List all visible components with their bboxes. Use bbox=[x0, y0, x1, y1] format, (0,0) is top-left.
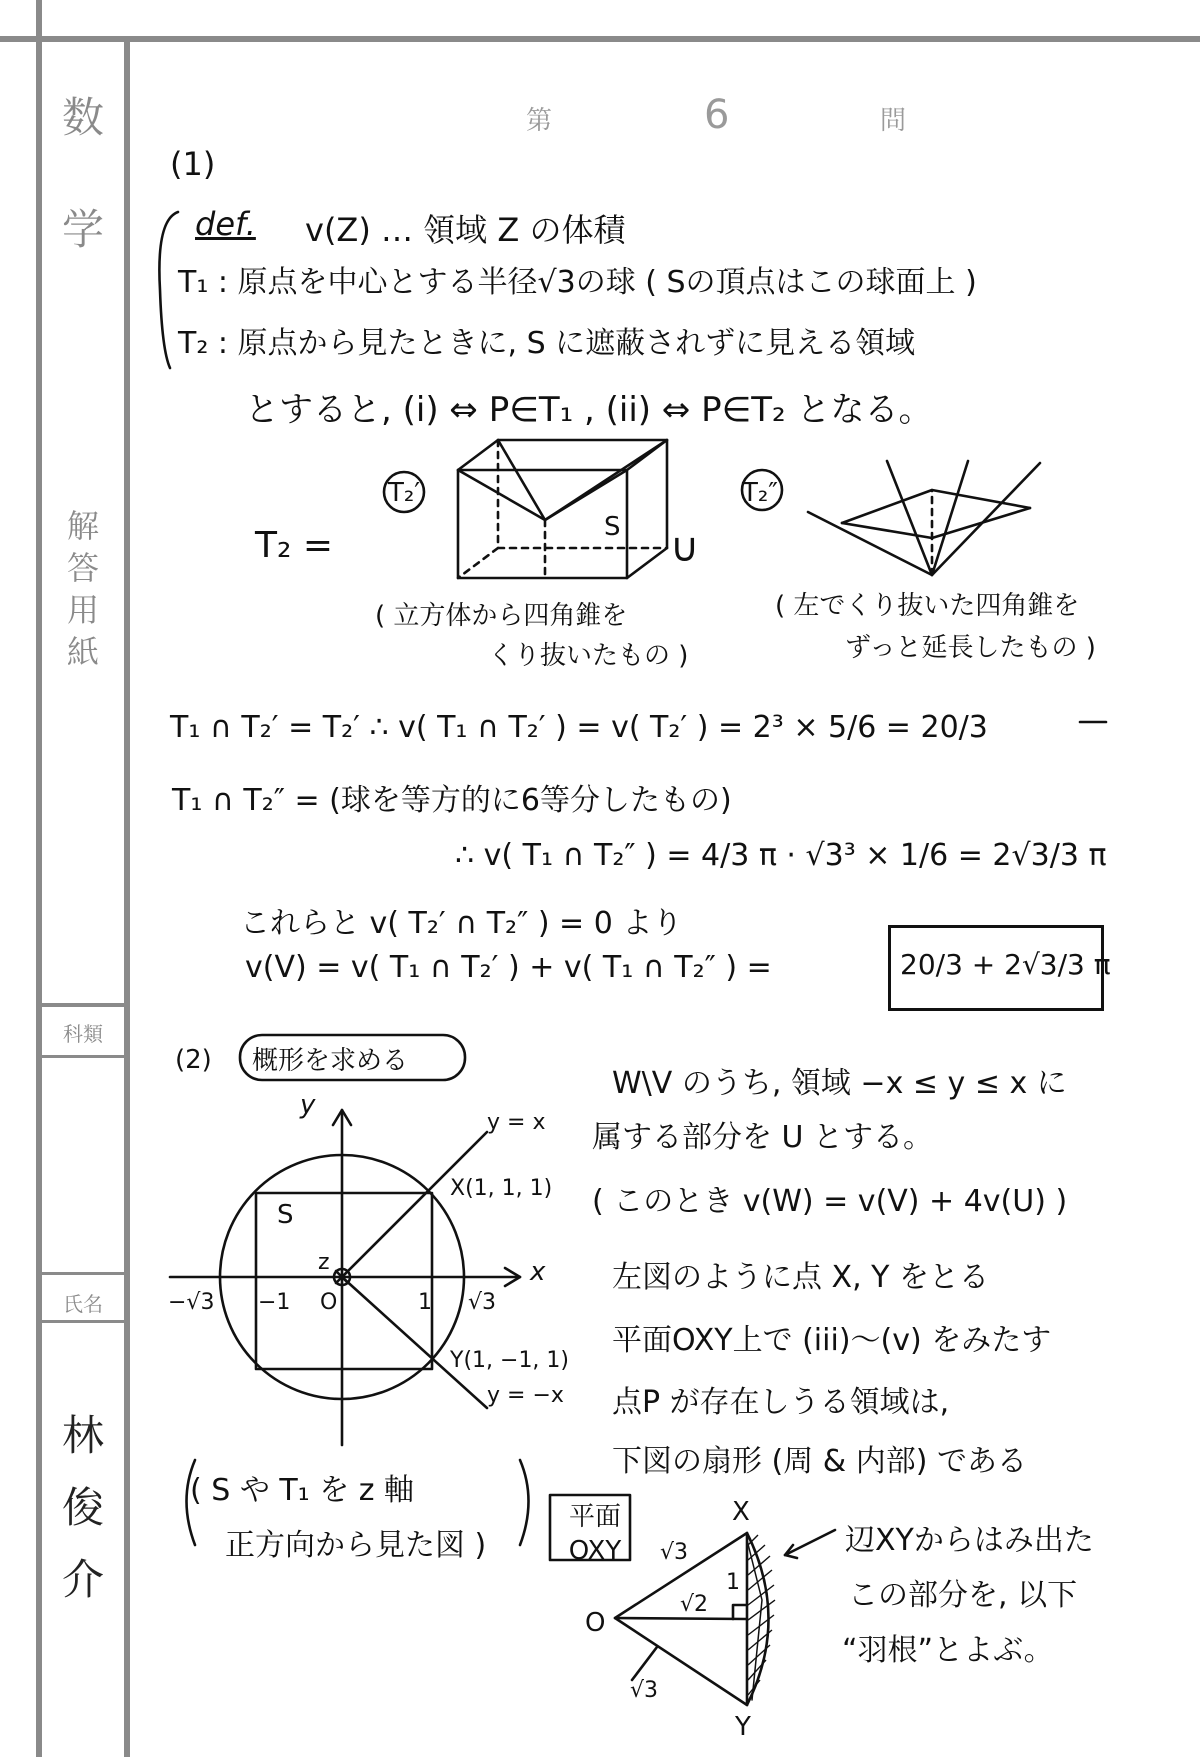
extended-pyramid-figure bbox=[808, 461, 1040, 575]
name-char: 介 bbox=[61, 1555, 104, 1604]
t2-line: T₂ : 原点から見たときに, S に遮蔽されずに見える領域 bbox=[178, 326, 916, 361]
t1-line: T₁ : 原点を中心とする半径√3の球 ( Sの頂点はこの球面上 ) bbox=[178, 265, 977, 300]
part2-tag-frame bbox=[240, 1035, 465, 1080]
t2-prime-tag-circle bbox=[384, 472, 424, 512]
sector-radius-top: √3 bbox=[660, 1540, 689, 1565]
sector-figure bbox=[615, 1533, 769, 1705]
name-label: 氏名 bbox=[63, 1292, 103, 1316]
part2-label: (2) bbox=[175, 1045, 212, 1075]
plane-oxy-tag: 平面 OXY bbox=[568, 1502, 622, 1566]
graph-sqrt3: √3 bbox=[468, 1290, 497, 1315]
wing-note-1: 辺XYからはみ出た bbox=[845, 1523, 1094, 1558]
caption2-b: ずっと延長したもの ) bbox=[845, 633, 1096, 663]
part2-text-2: 属する部分を U とする。 bbox=[592, 1120, 934, 1155]
graph-caption-b: 正方向から見た図 ) bbox=[225, 1528, 487, 1563]
sector-radius-bottom: √3 bbox=[630, 1678, 659, 1703]
equation-1: T₁ ∩ T₂′ = T₂′ ∴ v( T₁ ∩ T₂′ ) = v( T₂′ ) = 2³ × 5/6 = 20/3 bbox=[170, 710, 988, 745]
cube-square bbox=[256, 1193, 432, 1369]
part2-text-5: 平面OXY上で (iii)〜(v) をみたす bbox=[612, 1323, 1052, 1358]
sector-half-label: 1 bbox=[726, 1570, 740, 1595]
part2-text-6: 点P が存在しうる領域は, bbox=[612, 1385, 950, 1420]
header-number: 6 bbox=[704, 92, 730, 138]
def-label: def. bbox=[195, 205, 256, 243]
t2-double-prime-tag-circle bbox=[742, 470, 782, 510]
def-line: v(Z) … 領域 Z の体積 bbox=[305, 211, 626, 249]
header-dai: 第 bbox=[526, 106, 553, 136]
graph-line-neg-label: y = −x bbox=[487, 1383, 564, 1408]
line-y-eq-neg-x bbox=[342, 1277, 487, 1408]
graph-x-axis-label: x bbox=[530, 1257, 546, 1287]
subject-char: 学 bbox=[61, 205, 104, 254]
answer-sheet-char: 紙 bbox=[66, 633, 99, 671]
line-y-eq-x bbox=[342, 1132, 487, 1277]
cube-figure bbox=[458, 440, 667, 578]
graph-s-label: S bbox=[277, 1200, 294, 1230]
header-mon: 問 bbox=[880, 106, 907, 136]
caption1-b: くり抜いたもの ) bbox=[488, 641, 689, 671]
answer-sheet-char: 用 bbox=[66, 591, 99, 629]
sector-o-label: O bbox=[585, 1608, 606, 1638]
part1-label: (1) bbox=[170, 145, 216, 183]
cross-section-graph bbox=[170, 1110, 520, 1445]
part2-text-7: 下図の扇形 (周 & 内部) である bbox=[612, 1444, 1027, 1479]
wing-pointer-arrow bbox=[785, 1530, 835, 1555]
sector-y-label: Y bbox=[735, 1712, 751, 1742]
plane-oxy-frame bbox=[550, 1495, 630, 1560]
part2-text-1: W\V のうち, 領域 −x ≤ y ≤ x に bbox=[612, 1066, 1067, 1101]
conclusion-line: とすると, (i) ⇔ P∈T₁ , (ii) ⇔ P∈T₂ となる。 bbox=[245, 390, 933, 430]
definition-bracket bbox=[159, 212, 178, 368]
category-label: 科類 bbox=[63, 1022, 103, 1046]
part2-tag: 概形を求める bbox=[252, 1046, 409, 1076]
caption2-a: ( 左でくり抜いた四角錐を bbox=[775, 591, 1080, 621]
graph-z-label: z bbox=[318, 1250, 330, 1275]
graph-origin-label: O bbox=[320, 1290, 338, 1315]
union-symbol: ∪ bbox=[670, 525, 700, 571]
answer-sheet-char: 答 bbox=[66, 549, 99, 587]
graph-neg-sqrt3: −√3 bbox=[168, 1290, 215, 1315]
cube-s-label: S bbox=[604, 512, 621, 542]
graph-line-pos-label: y = x bbox=[487, 1110, 546, 1135]
name-char: 俊 bbox=[61, 1483, 104, 1532]
answer-sheet-char: 解 bbox=[66, 507, 99, 545]
name-char: 林 bbox=[61, 1411, 104, 1460]
caption1-a: ( 立方体から四角錐を bbox=[375, 601, 628, 631]
graph-caption-a: ( S や T₁ を z 軸 bbox=[190, 1473, 415, 1508]
graph-y-axis-label: y bbox=[300, 1090, 316, 1120]
t2-equals: T₂ = bbox=[255, 525, 334, 566]
part2-text-3: ( このとき v(W) = v(V) + 4v(U) ) bbox=[592, 1184, 1068, 1219]
wing-note-3: “羽根”とよぶ。 bbox=[842, 1633, 1054, 1668]
equation-2: T₁ ∩ T₂″ = (球を等方的に6等分したもの) bbox=[172, 783, 732, 818]
graph-one: 1 bbox=[418, 1290, 432, 1315]
t2-prime-tag: T₂′ bbox=[388, 478, 421, 508]
subject-char: 数 bbox=[61, 93, 104, 142]
wing-note-2: この部分を, 以下 bbox=[848, 1578, 1078, 1613]
t2-double-prime-tag: T₂″ bbox=[742, 478, 779, 508]
sector-mid-label: √2 bbox=[680, 1592, 709, 1617]
graph-neg-one: −1 bbox=[258, 1290, 291, 1315]
equation-3: ∴ v( T₁ ∩ T₂″ ) = 4/3 π · √3³ × 1/6 = 2√3/3 π bbox=[455, 838, 1107, 873]
equation-5: v(V) = v( T₁ ∩ T₂′ ) + v( T₁ ∩ T₂″ ) = bbox=[245, 950, 772, 985]
graph-point-y: Y(1, −1, 1) bbox=[450, 1348, 570, 1373]
equation-4: これらと v( T₂′ ∩ T₂″ ) = 0 より bbox=[240, 906, 683, 941]
part2-text-4: 左図のように点 X, Y をとる bbox=[612, 1260, 990, 1295]
sector-x-label: X bbox=[732, 1497, 750, 1527]
graph-point-x: X(1, 1, 1) bbox=[450, 1176, 553, 1201]
answer-value: 20/3 + 2√3/3 π bbox=[900, 948, 1111, 981]
